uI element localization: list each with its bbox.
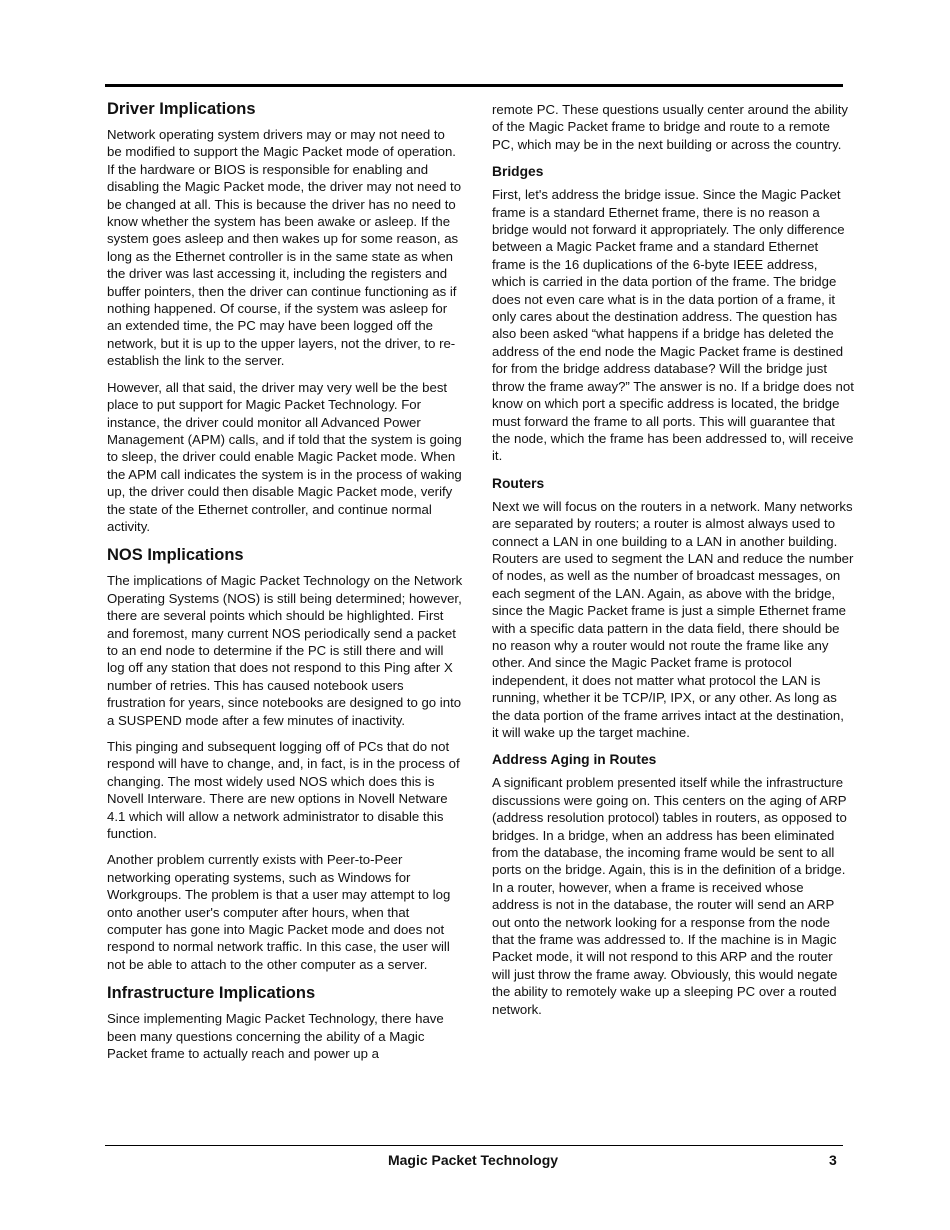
bridges-heading: Bridges [492, 164, 544, 180]
nos-implications-heading: NOS Implications [107, 546, 244, 565]
footer-rule [105, 1145, 843, 1146]
driver-implications-heading: Driver Implications [107, 100, 256, 118]
header-rule [105, 84, 843, 87]
driver-paragraph-1: Network operating system drivers may or may not need to be modified to support the Magic Packet mode of operation. If the hardware or BIOS is responsible for enabling and disabling the Magic Packet mode, the driver may not need to be changed at all. This is because the driver has no need to know whether the system has been awake or asleep. If the system goes asleep and then wakes up for some reason, as long as the Ethernet controller is in the same state as when the driver was last accessing it, including the registers and buffer pointers, then the driver can continue functioning as if nothing happened. Of course, if the system was asleep for an extended time, the PC may have been logged off the network, but it is up to the upper layers, not the driver, to re-establish the link to the server. [107, 127, 462, 369]
routers-paragraph: Next we will focus on the routers in a network. Many networks are separated by routers; a router is almost always used to connect a LAN in one building to a LAN in another building. Routers are used to segment the LAN and reduce the number of nodes, as well as the number of broadcast messages, on each segment of the LAN. Again, as above with the bridge, since the Magic Packet frame is just a simple Ethernet frame with a specific data pattern in the data field, there should be no reason why a router would not route the frame like any other. And since the Magic Packet frame is protocol independent, it does not matter what protocol the LAN is running, whether it be TCP/IP, IPX, or any other. As long as the data portion of the frame arrives intact at the destination, it will wake up the target machine. [492, 498, 854, 740]
infrastructure-implications-heading: Infrastructure Implications [107, 984, 316, 1003]
infrastructure-paragraph-1-continued: remote PC. These questions usually center around the ability of the Magic Packet frame to bridge and route to a remote PC, which may be in the next building or across the country. [492, 102, 849, 152]
driver-paragraph-2: However, all that said, the driver may very well be the best place to put support for Magic Packet Technology. For instance, the driver could monitor all Advanced Power Management (APM) calls, and if told that the system is going to sleep, the driver could enable Magic Packet mode. When the APM call indicates the system is in the process of waking up, the driver could then disable Magic Packet mode, verify the state of the Ethernet controller, and continue normal activity. [107, 379, 462, 534]
routers-heading: Routers [492, 475, 545, 491]
footer-title: Magic Packet Technology [387, 1152, 559, 1168]
page-number: 3 [829, 1152, 837, 1168]
nos-paragraph-3: Another problem currently exists with Peer-to-Peer networking operating systems, such as Windows for Workgroups. The problem is that a user may attempt to log onto another user's computer after hours, when that computer has gone into Magic Packet mode and does not respond to normal network traffic. In this case, the user will not be able to attach to the other computer as a server. [107, 852, 451, 972]
left-column [107, 98, 463, 1072]
nos-paragraph-1: The implications of Magic Packet Technology on the Network Operating Systems (NOS) is still being determined; however, there are several points which should be highlighted. First and foremost, many current NOS periodically send a packet to an end node to determine if the PC is still there and will log off any station that does not respond to this Ping after X number of retries. This has caused notebook users frustration for years, since notebooks are designed to go into a SUSPEND mode after a few minutes of inactivity. [107, 573, 463, 728]
nos-paragraph-2: This pinging and subsequent logging off of PCs that do not respond will have to change, and, in fact, is in the process of changing. The most widely used NOS which does this is Novell Interware. There are new options in Novell Netware 4.1 which will allow a network administrator to disable this function. [107, 739, 460, 842]
infrastructure-paragraph-1: Since implementing Magic Packet Technology, there have been many questions concerning the ability of a Magic Packet frame to actually reach and power up a [107, 1011, 444, 1062]
bridges-paragraph: First, let's address the bridge issue. Since the Magic Packet frame is a standard Ethernet frame, there is no reason a bridge would not forward it appropriately. The only difference between a Magic Packet frame and a standard Ethernet frame is the 16 duplications of the 6-byte IEEE address, which is carried in the data portion of the frame. The bridge does not even care what is in the data portion of a frame, it only cares about the destination address. The question has also been asked “what happens if a bridge has deleted the address of the end node the Magic Packet frame is destined for from the bridge address database? Will the bridge just throw the frame away?” The answer is no. If a bridge does not know on which port a specific address is located, the bridge must forward the frame to all ports. This will guarantee that the node, which the frame has been addressed to, will receive it. [492, 187, 854, 464]
right-column [492, 101, 854, 1027]
address-aging-paragraph: A significant problem presented itself while the infrastructure discussions were going on. This centers on the aging of ARP (address resolution protocol) tables in routers, as opposed to bridges. In a bridge, when an address has been eliminated from the database, the incoming frame would be sent to all ports on the bridge. Again, this is in the definition of a bridge. In a router, however, when a frame is received whose address is not in the database, the router will send an ARP out onto the network looking for a response from the node that the frame was addressed to. If the machine is in Magic Packet mode, it will not respond to this ARP and the router will just throw the frame away. Obviously, this would negate the ability to remotely wake up a sleeping PC over a routed network. [492, 775, 847, 1017]
address-aging-heading: Address Aging in Routes [492, 752, 657, 768]
